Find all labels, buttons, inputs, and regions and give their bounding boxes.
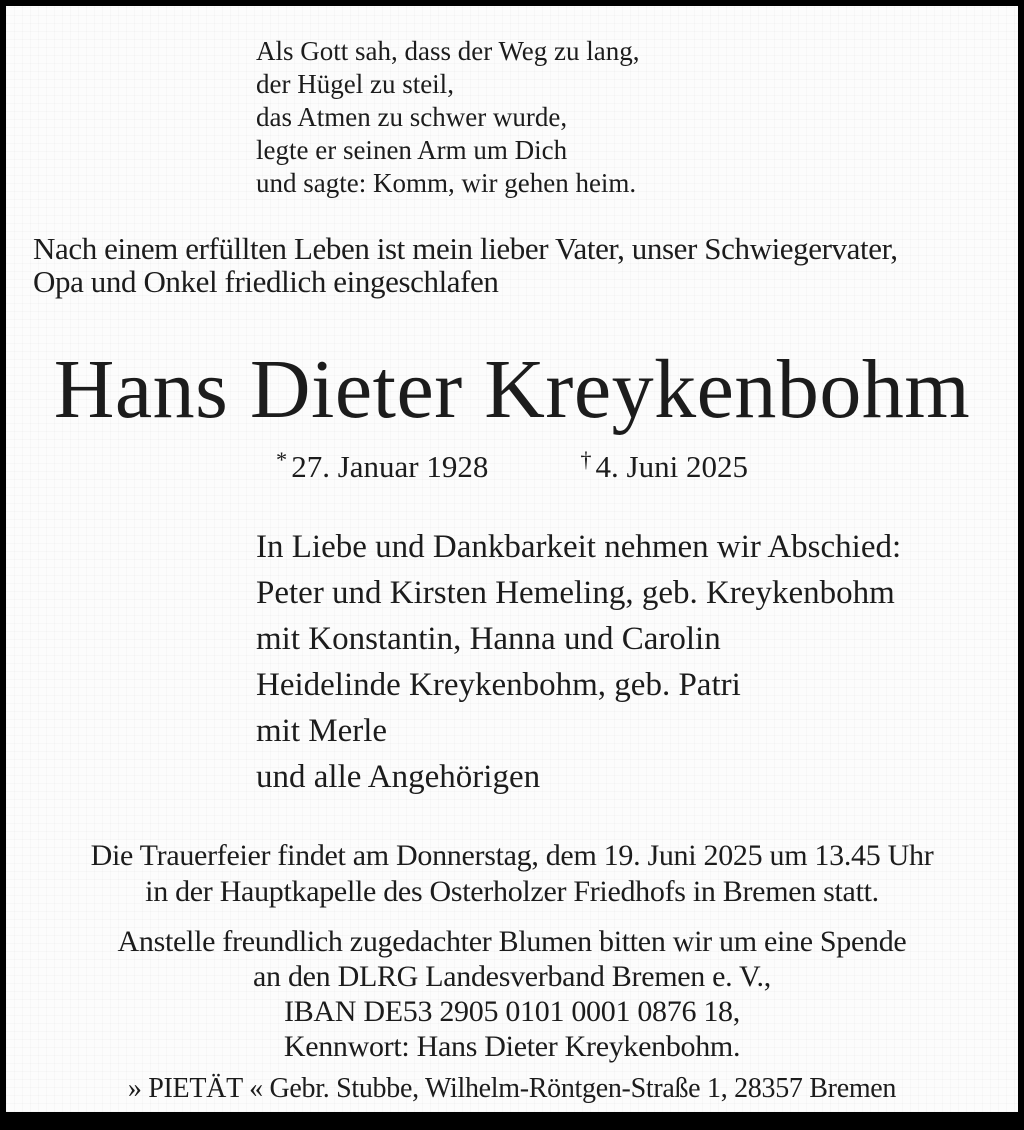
poem-line: legte er seinen Arm um Dich xyxy=(256,135,568,165)
poem-line: Als Gott sah, dass der Weg zu lang, xyxy=(256,36,640,66)
death-cross-symbol: † xyxy=(580,447,592,472)
mourner-line: und alle Angehörigen xyxy=(256,759,541,795)
poem-line: und sagte: Komm, wir gehen heim. xyxy=(256,168,637,198)
mourner-line: Peter und Kirsten Hemeling, geb. Kreykenbohm xyxy=(256,575,895,611)
mourners-block xyxy=(256,524,1018,800)
kennwort-line: Kennwort: Hans Dieter Kreykenbohm. xyxy=(283,1030,741,1063)
mourner-line: mit Konstantin, Hanna und Carolin xyxy=(256,621,721,657)
poem-line: der Hügel zu steil, xyxy=(256,69,454,99)
funeral-home-line xyxy=(6,1072,1018,1105)
donation-line: Anstelle freundlich zugedachter Blumen bitten wir um eine Spende xyxy=(117,925,907,958)
funeral-home-text: » PIETÄT « Gebr. Stubbe, Wilhelm-Röntgen-Straße 1, 28357 Bremen xyxy=(127,1073,897,1104)
intro-text xyxy=(33,232,1018,298)
birth-date xyxy=(276,440,489,485)
intro-line: Nach einem erfüllten Leben ist mein lieber Vater, unser Schwiegervater, xyxy=(33,231,898,266)
life-dates xyxy=(6,440,1018,485)
funeral-line: in der Hauptkapelle des Osterholzer Friedhofs in Bremen statt. xyxy=(145,875,879,908)
intro-line: Opa und Onkel friedlich eingeschlafen xyxy=(33,264,499,299)
farewell-heading: In Liebe und Dankbarkeit nehmen wir Abschied: xyxy=(256,529,902,565)
death-date xyxy=(580,440,748,485)
poem-line: das Atmen zu schwer wurde, xyxy=(256,102,568,132)
deceased-name: Hans Dieter Kreykenbohm xyxy=(53,343,971,436)
funeral-info xyxy=(6,838,1018,910)
donation-line: an den DLRG Landesverband Bremen e. V., xyxy=(253,960,771,993)
poem xyxy=(256,35,1018,200)
donation-info xyxy=(6,924,1018,1064)
birth-star-symbol: * xyxy=(276,447,288,472)
mourner-line: mit Merle xyxy=(256,713,388,749)
iban-line: IBAN DE53 2905 0101 0001 0876 18, xyxy=(284,995,740,1028)
mourner-line: Heidelinde Kreykenbohm, geb. Patri xyxy=(256,667,741,703)
death-date-text: 4. Juni 2025 xyxy=(595,449,748,485)
birth-date-text: 27. Januar 1928 xyxy=(291,449,489,485)
funeral-line: Die Trauerfeier findet am Donnerstag, dem 19. Juni 2025 um 13.45 Uhr xyxy=(90,839,934,872)
